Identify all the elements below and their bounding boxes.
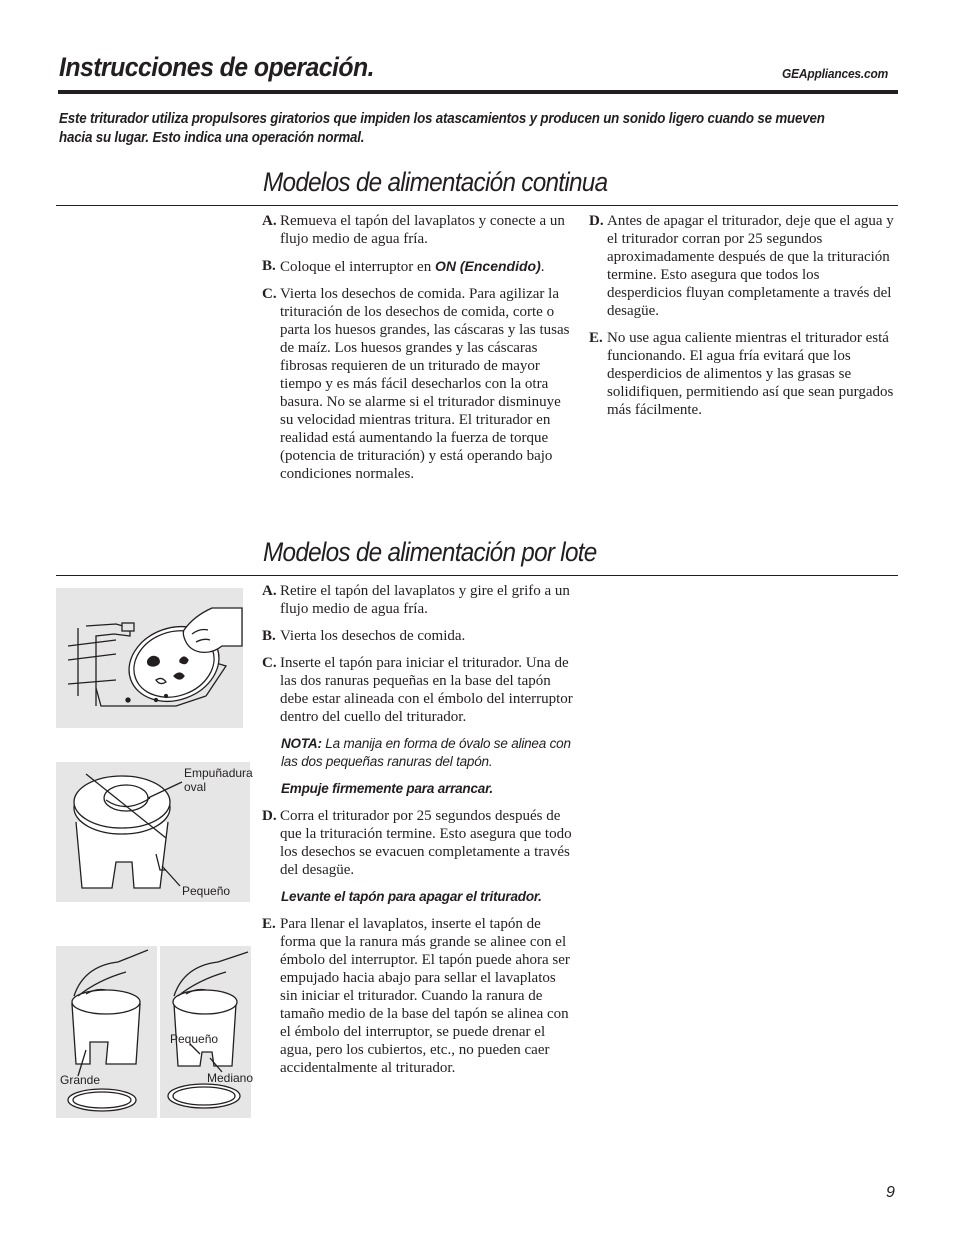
batch-push-instruction: Empuje firmemente para arrancar.	[281, 781, 493, 796]
small-slot-label: Pequeño	[182, 884, 231, 898]
batch-item-d: D. Corra el triturador por 25 segundos después de que la trituración termine. Esto asegura que todo los desechos se evacuen completamente a través del desagüe.	[262, 808, 572, 878]
large-slot-label: Grande	[60, 1073, 101, 1087]
small-slot-label-2: Pequeño	[170, 1032, 219, 1046]
batch-item-e: E. Para llenar el lavaplatos, inserte el tapón de forma que la ranura más grande se alinee con el émbolo del interruptor. El tapón puede ahora ser empujado hacia abajo para sellar el lavaplatos sin iniciar el triturador. Cuando la ranura de tamaño medio de la base del tapón se alinea con el émbolo del interruptor, se puede drenar el agua, pero los cubiertos, etc., no pueden caer accidentalmente al triturador.	[262, 916, 570, 1076]
stopper-illustration	[56, 762, 253, 902]
handle-label: Empuñadura oval	[184, 766, 253, 794]
page-title: Instrucciones de operación.	[59, 52, 375, 82]
header-rule	[58, 90, 898, 94]
medium-slot-illustration	[160, 946, 254, 1118]
site-url: GEAppliances.com	[782, 66, 889, 81]
intro-text: Este triturador utiliza propulsores giratorios que impiden los atascamientos y producen un sonido ligero cuando se mueven hacia su lugar. Esto indica una operación normal.	[59, 111, 825, 146]
continuous-item-d: D. Antes de apagar el triturador, deje que el agua y el triturador corran por 25 segundos aproximadamente después de que la trituración termine. Esto asegura que todos los desperdicios fluyan completamente a través del desagüe.	[589, 213, 894, 319]
batch-note: NOTA: La manija en forma de óvalo se alinea con las dos pequeñas ranuras del tapón.	[281, 736, 571, 769]
batch-rule	[56, 575, 898, 576]
continuous-right-column	[589, 212, 894, 428]
batch-item-b: B. Vierta los desechos de comida.	[262, 628, 466, 644]
large-slot-illustration	[56, 946, 157, 1118]
continuous-item-b: B. Coloque el interruptor en ON (Encendido).	[262, 258, 545, 275]
sink-drawing	[56, 588, 243, 728]
batch-lift-instruction: Levante el tapón para apagar el triturador.	[281, 889, 542, 904]
on-label: ON (Encendido)	[434, 258, 541, 274]
continuous-left-column	[262, 212, 572, 492]
sink-illustration	[56, 588, 243, 728]
continuous-item-a: A. Remueva el tapón del lavaplatos y conecte a un flujo medio de agua fría.	[262, 213, 565, 247]
large-slot-drawing	[56, 946, 157, 1118]
continuous-item-e: E. No use agua caliente mientras el triturador está funcionando. El agua fría evitará que los desperdicios de alimentos y las grasas se solidifiquen, permitiendo así que sean purgados más fácilmente.	[589, 330, 894, 418]
continuous-item-c: C. Vierta los desechos de comida. Para agilizar la trituración de los desechos de comida, corte o parta los huesos grandes, las cáscaras y las tusas de maíz. Los huesos grandes y las cáscaras fibrosas requieren de un triturado de mayor tiempo y es más fácil desecharlos con la otra basura. No se alarme si el triturador disminuye su velocidad mientras tritura. El triturador en realidad está aumentando la fuerza de torque (potencia de trituración) y está operando bajo condiciones normales.	[262, 286, 570, 482]
medium-slot-label: Mediano	[207, 1071, 254, 1085]
page-number: 9	[886, 1184, 895, 1201]
continuous-rule	[56, 205, 898, 206]
batch-item-a: A. Retire el tapón del lavaplatos y gire el grifo a un flujo medio de agua fría.	[262, 583, 570, 617]
continuous-heading: Modelos de alimentación continua	[263, 167, 608, 197]
batch-item-c: C. Inserte el tapón para iniciar el triturador. Una de las dos ranuras pequeñas en la base del tapón debe estar alineada con el émbolo del interruptor dentro del cuello del triturador.	[262, 655, 573, 725]
batch-column	[262, 582, 574, 1086]
batch-heading: Modelos de alimentación por lote	[263, 537, 597, 567]
